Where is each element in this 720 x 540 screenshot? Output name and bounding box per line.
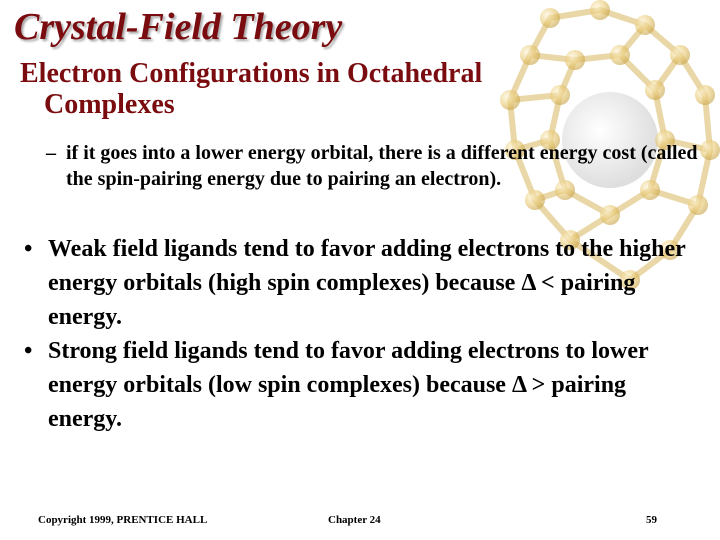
bullet-marker: • (24, 338, 33, 364)
bullet-text: Weak field ligands tend to favor adding electrons to the higher energy orbitals (high spin complexes) because Δ < pairing energy. (48, 236, 686, 330)
dash-marker: – (46, 142, 56, 164)
bullet-text: Strong field ligands tend to favor adding electrons to lower energy orbitals (low spin complexes) because Δ > pairing energy. (48, 338, 649, 432)
bullet-item-strong-field (24, 334, 690, 436)
sub-bullet-text: if it goes into a lower energy orbital, there is a different energy cost (called the spin-pairing energy due to pairing an electron). (66, 142, 698, 190)
footer-copyright: Copyright 1999, PRENTICE HALL (38, 514, 208, 526)
footer-chapter: Chapter 24 (328, 514, 381, 526)
slide-title: Crystal-Field Theory (14, 6, 343, 48)
bullet-list (24, 232, 690, 436)
sub-bullet-item (46, 140, 706, 192)
footer-page-number: 59 (646, 514, 657, 526)
bullet-item-weak-field (24, 232, 690, 334)
bullet-marker: • (24, 236, 33, 262)
slide-subtitle: Electron Configurations in Octahedral Complexes (20, 58, 483, 120)
